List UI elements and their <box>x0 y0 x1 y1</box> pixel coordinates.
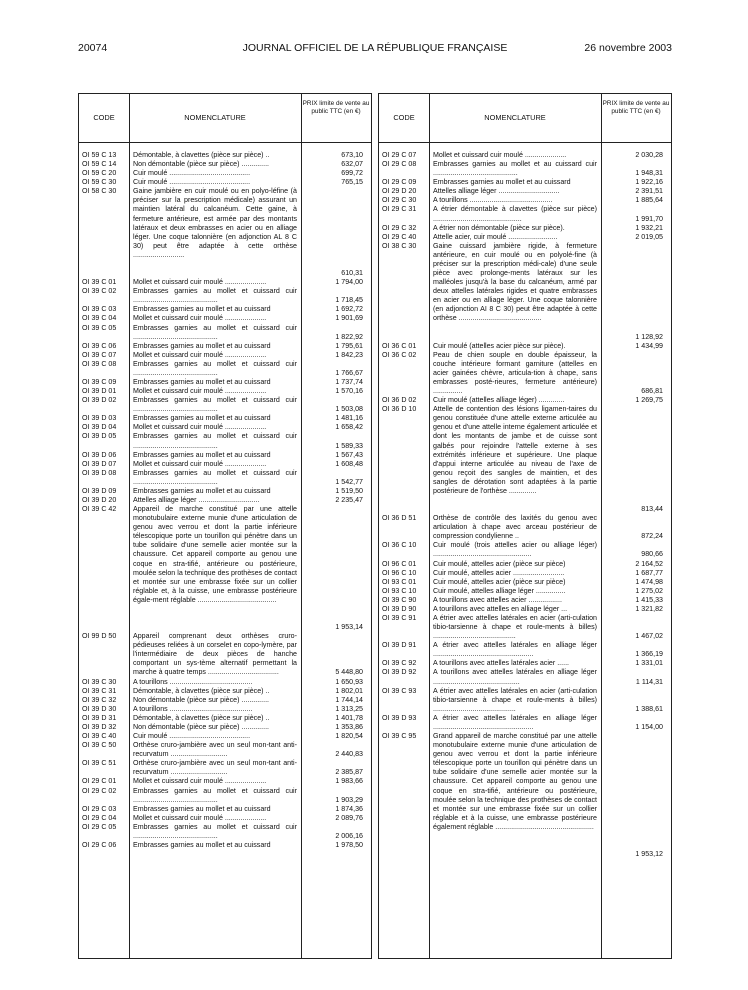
table-row <box>79 151 371 160</box>
row-code: OI 39 D 31 <box>82 713 117 722</box>
row-code: OI 39 D 08 <box>82 468 117 477</box>
nomenclature-column-header: NOMENCLATURE <box>184 113 246 122</box>
row-nomenclature: Non démontable (pièce sur pièce) .............. <box>133 722 270 731</box>
table-row <box>79 324 371 342</box>
row-code: OI 36 C 02 <box>382 350 417 359</box>
table-row <box>79 759 371 777</box>
row-price: 1 718,45 <box>335 296 363 305</box>
table-row <box>379 151 671 160</box>
row-price: 1 401,78 <box>335 713 363 722</box>
table-row <box>379 560 671 569</box>
row-price: 1 434,99 <box>635 341 663 350</box>
table-row <box>379 714 671 732</box>
row-code: OI 39 D 93 <box>382 713 417 722</box>
row-code: OI 99 D 50 <box>82 632 117 641</box>
row-price: 872,24 <box>641 532 663 541</box>
table-row <box>79 732 371 741</box>
row-nomenclature: Non démontable (pièce sur pièce) .............. <box>133 160 270 169</box>
row-code: OI 58 C 30 <box>82 187 117 196</box>
row-nomenclature: Mollet et cuissard cuir moulé ..................... <box>133 387 267 396</box>
table-row <box>79 705 371 714</box>
row-code: OI 39 D 03 <box>82 414 117 423</box>
row-code: OI 36 C 01 <box>382 341 417 350</box>
row-nomenclature: Orthèse de contrôle des laxités du genou avec articulation à chape avec arceau postérieur de compression condylienne .. <box>433 514 597 541</box>
row-price: 1 885,64 <box>635 196 663 205</box>
row-nomenclature: Mollet et cuissard cuir moulé ..................... <box>133 813 267 822</box>
row-nomenclature: A étrier non démontable (pièce sur pièce). <box>433 223 565 232</box>
row-nomenclature: A tourillons avec attelles latérales acier ...... <box>433 659 570 668</box>
table-row <box>379 405 671 514</box>
row-price: 1 154,00 <box>635 722 663 731</box>
row-nomenclature: Embrasses garnies au mollet et cuissard cuir ........................................... <box>133 359 297 377</box>
row-price: 5 448,80 <box>335 668 363 677</box>
row-price: 1 366,19 <box>635 650 663 659</box>
table-row <box>79 314 371 323</box>
row-nomenclature: Embrasses garnies au mollet et cuissard cuir ........................................... <box>133 432 297 450</box>
row-price: 686,81 <box>641 387 663 396</box>
row-code: OI 36 D 51 <box>382 514 417 523</box>
row-price: 1 570,16 <box>335 387 363 396</box>
row-code: OI 93 C 01 <box>382 577 417 586</box>
row-nomenclature: Orthèse cruro-jambière avec un seul mon-tant anti-recurvatum ............................. <box>133 759 297 777</box>
table-row <box>379 569 671 578</box>
nomenclature-column-header: NOMENCLATURE <box>484 113 546 122</box>
row-price: 1 481,16 <box>335 414 363 423</box>
row-nomenclature: Embrasses garnies au mollet et au cuissard <box>133 450 271 459</box>
table-row <box>379 587 671 596</box>
row-nomenclature: Embrasses garnies au mollet et au cuissard <box>133 804 271 813</box>
table-row <box>379 224 671 233</box>
row-code: OI 29 C 07 <box>382 151 417 159</box>
journal-title: JOURNAL OFFICIEL DE LA RÉPUBLIQUE FRANÇAISE <box>242 42 508 54</box>
row-price: 2 385,87 <box>335 768 363 777</box>
row-code: OI 39 D 30 <box>82 704 117 713</box>
row-price: 1 542,77 <box>335 477 363 486</box>
row-code: OI 29 C 01 <box>82 777 117 786</box>
row-nomenclature: Embrasses garnies au mollet et cuissard cuir ........................................... <box>133 396 297 414</box>
row-price: 1 313,25 <box>335 704 363 713</box>
table-row <box>79 714 371 723</box>
row-nomenclature: Mollet et cuissard cuir moulé ..................... <box>133 350 267 359</box>
row-nomenclature: A tourillons avec attelles acier ................. <box>433 595 562 604</box>
row-nomenclature: Mollet et cuissard cuir moulé ..................... <box>133 278 267 287</box>
row-code: OI 96 C 10 <box>382 568 417 577</box>
row-code: OI 36 C 10 <box>382 541 417 550</box>
table-row <box>79 496 371 505</box>
row-nomenclature: Embrasses garnies au mollet et au cuissard <box>133 377 271 386</box>
row-price: 610,31 <box>341 269 363 278</box>
row-price: 1 692,72 <box>335 305 363 314</box>
row-code: OI 39 C 50 <box>82 741 117 750</box>
row-nomenclature: Cuir moulé, attelles alliage léger ............... <box>433 586 566 595</box>
row-code: OI 39 C 95 <box>382 732 417 741</box>
table-row <box>379 578 671 587</box>
row-price: 765,15 <box>341 178 363 187</box>
table-row <box>379 342 671 351</box>
row-price: 1 567,43 <box>335 450 363 459</box>
row-nomenclature: Appareil de marche constitué par une attelle monotubulaire externe munie d'une articulation de genou avec verrou et dont la partie inférieure télescopique porte un tourillon qui pénètre dans un tube solidaire d'une semelle acier montée sur la chaussure. Cet appareil comporte au genou une coque en stra-tifié, antérieure ou postérieure, moulée selon la technique des prothèses de contact et montée sur une embrasse fixée sur un collier réglable et, à la cuisse, une embrasse postérieure égale-ment réglable ........................................ <box>133 505 297 604</box>
row-code: OI 39 C 32 <box>82 695 117 704</box>
table-row <box>79 814 371 823</box>
row-code: OI 39 D 92 <box>382 668 417 677</box>
table-row <box>79 451 371 460</box>
row-code: OI 39 C 93 <box>382 686 417 695</box>
table-row <box>379 596 671 605</box>
row-nomenclature: A étrier avec attelles latérales en acier (arti-culation tibio-tarsienne à chape et roule-ments à billes) .......................................... <box>433 614 597 641</box>
row-nomenclature: Cuir moulé, attelles acier .......................... <box>433 568 565 577</box>
row-price: 1 114,31 <box>635 677 663 686</box>
table-row <box>79 487 371 496</box>
row-code: OI 29 C 03 <box>82 804 117 813</box>
row-nomenclature: Mollet et cuissard cuir moulé ..................... <box>133 459 267 468</box>
row-nomenclature: Mollet et cuissard cuir moulé ..................... <box>433 151 567 159</box>
table-row <box>79 178 371 187</box>
row-price: 1 874,36 <box>335 804 363 813</box>
row-code: OI 39 C 06 <box>82 341 117 350</box>
table-row <box>379 351 671 396</box>
row-code: OI 59 C 20 <box>82 169 117 178</box>
table-row <box>79 632 371 677</box>
row-code: OI 39 C 09 <box>82 377 117 386</box>
row-code: OI 36 D 02 <box>382 396 417 405</box>
price-column-header: PRIX limite de vente au public TTC (en €) <box>302 100 370 115</box>
row-nomenclature: Embrasses garnies au mollet et cuissard cuir ........................................... <box>133 822 297 840</box>
row-code: OI 39 D 06 <box>82 450 117 459</box>
row-price: 1 474,98 <box>635 577 663 586</box>
row-price: 1 687,77 <box>635 568 663 577</box>
code-column-header: CODE <box>393 113 415 122</box>
table-row <box>79 460 371 469</box>
publication-date: 26 novembre 2003 <box>584 42 672 54</box>
row-nomenclature: Cuir moulé ......................................... <box>133 178 251 187</box>
row-price: 1 932,21 <box>635 223 663 232</box>
row-code: OI 39 D 90 <box>382 604 417 613</box>
table-row <box>79 351 371 360</box>
row-code: OI 39 C 04 <box>82 314 117 323</box>
row-price: 2 030,28 <box>635 151 663 159</box>
page-number: 20074 <box>78 42 108 54</box>
table-row <box>79 360 371 378</box>
row-code: OI 29 C 04 <box>82 813 117 822</box>
row-code: OI 39 C 51 <box>82 759 117 768</box>
table-row <box>79 696 371 705</box>
table-body <box>79 151 371 850</box>
row-code: OI 38 C 30 <box>382 241 417 250</box>
row-code: OI 39 C 31 <box>82 686 117 695</box>
row-price: 699,72 <box>341 169 363 178</box>
row-price: 1 822,92 <box>335 332 363 341</box>
row-price: 1 415,33 <box>635 595 663 604</box>
row-code: OI 39 C 92 <box>382 659 417 668</box>
row-nomenclature: Embrasses garnies au mollet et cuissard cuir ........................................... <box>133 323 297 341</box>
table-row <box>79 787 371 805</box>
row-nomenclature: Embrasses garnies au mollet et au cuissard <box>133 486 271 495</box>
table-row <box>79 305 371 314</box>
row-nomenclature: Non démontable (pièce sur pièce) .............. <box>133 695 270 704</box>
row-nomenclature: Peau de chien souple en double épaisseur, la couche intérieure formant garniture (attelles en acier gainées chèvre, articula-tion à chape, sans embrasses posté-rieures, fermeture antérieure) ............... <box>433 350 597 396</box>
row-price: 2 019,05 <box>635 232 663 241</box>
row-nomenclature: A tourillons .......................................... <box>133 704 253 713</box>
row-code: OI 29 D 20 <box>382 187 417 196</box>
row-price: 1 658,42 <box>335 423 363 432</box>
row-code: OI 39 C 30 <box>82 677 117 686</box>
code-column-header: CODE <box>93 113 115 122</box>
row-price: 632,07 <box>341 160 363 169</box>
row-nomenclature: A tourillons .......................................... <box>133 677 253 686</box>
table-row <box>79 169 371 178</box>
row-code: OI 29 C 31 <box>382 205 417 214</box>
row-nomenclature: Embrasses garnies au mollet et cuissard cuir ........................................... <box>133 786 297 804</box>
row-nomenclature: Embrasses garnies au mollet et au cuissard <box>433 178 571 187</box>
table-row <box>379 641 671 659</box>
row-price: 1 794,00 <box>335 278 363 287</box>
row-code: OI 39 C 07 <box>82 350 117 359</box>
table-row <box>79 387 371 396</box>
row-code: OI 36 D 10 <box>382 405 417 414</box>
row-nomenclature: Cuir moulé ......................................... <box>133 732 251 741</box>
table-row <box>79 160 371 169</box>
table-row <box>79 823 371 841</box>
row-nomenclature: Embrasses garnies au mollet et au cuissard <box>133 414 271 423</box>
row-price: 1 519,50 <box>335 486 363 495</box>
right-tariff-table <box>378 93 672 959</box>
row-code: OI 39 C 40 <box>82 732 117 741</box>
row-code: OI 59 C 30 <box>82 178 117 187</box>
left-tariff-table <box>78 93 372 959</box>
row-code: OI 93 C 10 <box>382 586 417 595</box>
table-row <box>379 242 671 342</box>
row-code: OI 39 C 02 <box>82 287 117 296</box>
row-nomenclature: Cuir moulé (trois attelles acier ou alliage léger) .................................................. <box>433 541 597 559</box>
row-price: 1 842,23 <box>335 350 363 359</box>
row-nomenclature: Embrasses garnies au mollet et au cuissard cuir ........................................... <box>433 160 597 178</box>
row-code: OI 39 C 01 <box>82 278 117 287</box>
table-row <box>379 687 671 714</box>
row-price: 2 006,16 <box>335 831 363 840</box>
table-row <box>379 160 671 178</box>
row-price: 1 978,50 <box>335 840 363 849</box>
row-price: 1 953,12 <box>635 850 663 859</box>
row-nomenclature: Cuir moulé ......................................... <box>133 169 251 178</box>
table-row <box>79 805 371 814</box>
row-code: OI 39 C 42 <box>82 505 117 514</box>
row-nomenclature: Embrasses garnies au mollet et cuissard cuir ........................................... <box>133 468 297 486</box>
row-nomenclature: Attelle acier, cuir moulé ......................... <box>433 232 558 241</box>
row-nomenclature: Démontable, à clavettes (pièce sur pièce) .. <box>133 151 270 159</box>
row-code: OI 39 D 04 <box>82 423 117 432</box>
table-row <box>79 432 371 450</box>
table-row <box>379 514 671 541</box>
row-code: OI 59 C 13 <box>82 151 117 159</box>
row-code: OI 39 C 90 <box>382 595 417 604</box>
row-price: 1 737,74 <box>335 377 363 386</box>
table-row <box>79 414 371 423</box>
table-row <box>79 396 371 414</box>
row-code: OI 29 C 40 <box>382 232 417 241</box>
table-row <box>79 678 371 687</box>
row-nomenclature: Cuir moulé, attelles acier (pièce sur pièce) <box>433 577 566 586</box>
table-header <box>79 94 371 143</box>
table-body <box>379 151 671 859</box>
row-price: 1 269,75 <box>635 396 663 405</box>
table-row <box>379 541 671 559</box>
row-nomenclature: Grand appareil de marche constitué par une attelle monotubulaire externe munie d'une articulation de genou avec verrou et dont la partie inférieure télescopique porte un tourillon qui pénètre dans un tube solidaire d'une semelle acier montée sur la chaussure. Cet appareil comporte au genou une coque en stra-tifié, antérieure ou postérieure, moulée selon la technique des prothèses de contact et montée sur une embrasse fixée sur un collier réglable et à la cuisse, une embrasse postérieure également réglable .................................................. <box>433 732 597 831</box>
row-price: 673,10 <box>341 151 363 159</box>
row-price: 1 901,69 <box>335 314 363 323</box>
row-code: OI 39 D 05 <box>82 432 117 441</box>
table-row <box>79 841 371 850</box>
row-nomenclature: Cuir moulé, attelles acier (pièce sur pièce) <box>433 559 566 568</box>
table-row <box>79 423 371 432</box>
row-nomenclature: A étrier démontable à clavettes (pièce sur pièce) ............................................. <box>433 205 597 223</box>
row-nomenclature: Mollet et cuissard cuir moulé ..................... <box>133 777 267 786</box>
row-price: 1 650,93 <box>335 677 363 686</box>
row-code: OI 39 D 02 <box>82 396 117 405</box>
row-code: OI 39 C 05 <box>82 323 117 332</box>
table-row <box>379 205 671 223</box>
row-nomenclature: Orthèse cruro-jambière avec un seul mon-tant anti-recurvatum ............................. <box>133 741 297 759</box>
row-price: 1 275,02 <box>635 586 663 595</box>
row-nomenclature: Appareil comprenant deux orthèses cruro-pédieuses reliées à un corselet en copo-lymère, par l'intermédiaire de deux pièces de hanche comportant un sys-tème alternatif permettant la marche à quatre temps .................................... <box>133 632 297 677</box>
row-price: 1 467,02 <box>635 632 663 641</box>
row-price: 1 948,31 <box>635 169 663 178</box>
table-row <box>379 178 671 187</box>
table-row <box>379 614 671 641</box>
row-nomenclature: A tourillons .......................................... <box>433 196 553 205</box>
table-row <box>79 342 371 351</box>
table-row <box>379 732 671 859</box>
table-row <box>79 505 371 632</box>
row-code: OI 29 C 08 <box>382 160 417 169</box>
row-code: OI 39 D 32 <box>82 722 117 731</box>
row-price: 1 820,54 <box>335 732 363 741</box>
row-nomenclature: Gaine jambière en cuir moulé ou en polyo-léfine (à préciser sur la prescription médicale) assurant un maintien latéral du calcanéum. Cette gaine, à fermeture antérieure, est armée par des montants latéraux et deux embrasses en acier ou en alliage léger. Une coque talonnière (en adjonction AL 8 C 30) peut être adaptée à cette orthèse .......................... <box>133 187 297 259</box>
row-code: OI 39 D 91 <box>382 641 417 650</box>
row-price: 2 391,51 <box>635 187 663 196</box>
row-code: OI 29 C 06 <box>82 840 117 849</box>
row-nomenclature: A étrier avec attelles latérales en acier (arti-culation tibio-tarsienne à chape et roule-ments à billes) .......................................... <box>433 686 597 713</box>
table-row <box>79 469 371 487</box>
row-code: OI 29 C 05 <box>82 822 117 831</box>
row-nomenclature: Démontable, à clavettes (pièce sur pièce) .. <box>133 686 270 695</box>
row-price: 1 353,86 <box>335 722 363 731</box>
table-row <box>379 187 671 196</box>
row-code: OI 29 C 09 <box>382 178 417 187</box>
row-price: 1 983,66 <box>335 777 363 786</box>
row-price: 1 744,14 <box>335 695 363 704</box>
row-price: 1 608,48 <box>335 459 363 468</box>
row-price: 2 235,47 <box>335 495 363 504</box>
row-nomenclature: Embrasses garnies au mollet et au cuissard <box>133 305 271 314</box>
price-column-header: PRIX limite de vente au public TTC (en €) <box>602 100 670 115</box>
table-row <box>79 378 371 387</box>
table-row <box>79 723 371 732</box>
table-row <box>379 233 671 242</box>
row-nomenclature: A étrier avec attelles latérales en alliage léger ................................................... <box>433 641 597 659</box>
row-nomenclature: Démontable, à clavettes (pièce sur pièce) .. <box>133 713 270 722</box>
row-price: 1 903,29 <box>335 795 363 804</box>
row-code: OI 39 C 91 <box>382 614 417 623</box>
table-row <box>79 741 371 759</box>
row-code: OI 39 D 20 <box>82 495 117 504</box>
row-price: 2 089,76 <box>335 813 363 822</box>
row-nomenclature: Mollet et cuissard cuir moulé ..................... <box>133 314 267 323</box>
table-row <box>379 196 671 205</box>
row-price: 1 503,08 <box>335 405 363 414</box>
row-nomenclature: Attelles alliage léger ............................... <box>433 187 560 196</box>
row-nomenclature: A tourillons avec attelles latérales en alliage léger ............................................ <box>433 668 597 686</box>
row-nomenclature: Embrasses garnies au mollet et au cuissard <box>133 341 271 350</box>
table-row <box>379 668 671 686</box>
table-row <box>79 777 371 786</box>
table-row <box>379 659 671 668</box>
row-nomenclature: Mollet et cuissard cuir moulé ..................... <box>133 423 267 432</box>
row-code: OI 39 D 07 <box>82 459 117 468</box>
row-price: 1 331,01 <box>635 659 663 668</box>
row-price: 1 766,67 <box>335 368 363 377</box>
table-row <box>79 278 371 287</box>
row-code: OI 29 C 02 <box>82 786 117 795</box>
table-row <box>79 187 371 278</box>
table-row <box>379 396 671 405</box>
table-row <box>79 287 371 305</box>
table-row <box>79 687 371 696</box>
row-code: OI 39 C 08 <box>82 359 117 368</box>
row-price: 2 164,52 <box>635 559 663 568</box>
row-price: 1 795,61 <box>335 341 363 350</box>
row-price: 1 953,14 <box>335 623 363 632</box>
row-nomenclature: Cuir moulé (attelles alliage léger) ............. <box>433 396 565 405</box>
row-code: OI 59 C 14 <box>82 160 117 169</box>
row-price: 1 321,82 <box>635 604 663 613</box>
row-code: OI 96 C 01 <box>382 559 417 568</box>
row-nomenclature: Attelles alliage léger ............................... <box>133 495 260 504</box>
row-code: OI 29 C 30 <box>382 196 417 205</box>
row-code: OI 39 D 01 <box>82 387 117 396</box>
row-price: 813,44 <box>641 505 663 514</box>
row-code: OI 39 C 03 <box>82 305 117 314</box>
row-code: OI 39 D 09 <box>82 486 117 495</box>
row-price: 980,66 <box>641 550 663 559</box>
row-nomenclature: A tourillons avec attelles en alliage léger ... <box>433 604 568 613</box>
row-price: 1 991,70 <box>635 214 663 223</box>
row-nomenclature: Cuir moulé (attelles acier pièce sur pièce). <box>433 341 566 350</box>
row-price: 1 388,61 <box>635 704 663 713</box>
row-nomenclature: Embrasses garnies au mollet et cuissard cuir ........................................... <box>133 287 297 305</box>
row-nomenclature: A étrier avec attelles latérales en alliage léger ................................................... <box>433 713 597 731</box>
table-header <box>379 94 671 143</box>
row-price: 1 589,33 <box>335 441 363 450</box>
row-code: OI 29 C 32 <box>382 223 417 232</box>
row-price: 1 802,01 <box>335 686 363 695</box>
row-nomenclature: Gaine cuissard jambière rigide, à fermeture antérieure, en cuir moulé ou en polyolé-fine (à préciser sur la prescription médi-cale) d'une seule pièce avec prolonge-ments latéraux sur les malléoles jusqu'à la base du calcanéum, armé par deux attelles latérales rigides et quatre embrasses en acier ou en alliage léger. Une coque talonnière (en adjonction AI 8 C 30) peut être adaptée à cette orthèse .......................................... <box>433 241 597 323</box>
row-price: 1 128,92 <box>635 332 663 341</box>
row-nomenclature: Embrasses garnies au mollet et au cuissard <box>133 840 271 849</box>
table-row <box>379 605 671 614</box>
row-price: 2 440,83 <box>335 750 363 759</box>
row-price: 1 922,16 <box>635 178 663 187</box>
row-nomenclature: Attelle de contention des lésions ligamen-taires du genou constituée d'une attelle externe articulée au genou et d'une attelle interne également articulée et dont les montants de jambe et de cuisse sont galbés pour rejoindre l'attelle externe à ses extrémités inférieure et supérieure. Une plaque d'appui interne articulée au niveau de l'axe de genou reçoit des sangles de maintien, et des sangles de dérotation sont adaptées à la partie postérieure de l'orthèse .............. <box>433 405 597 495</box>
